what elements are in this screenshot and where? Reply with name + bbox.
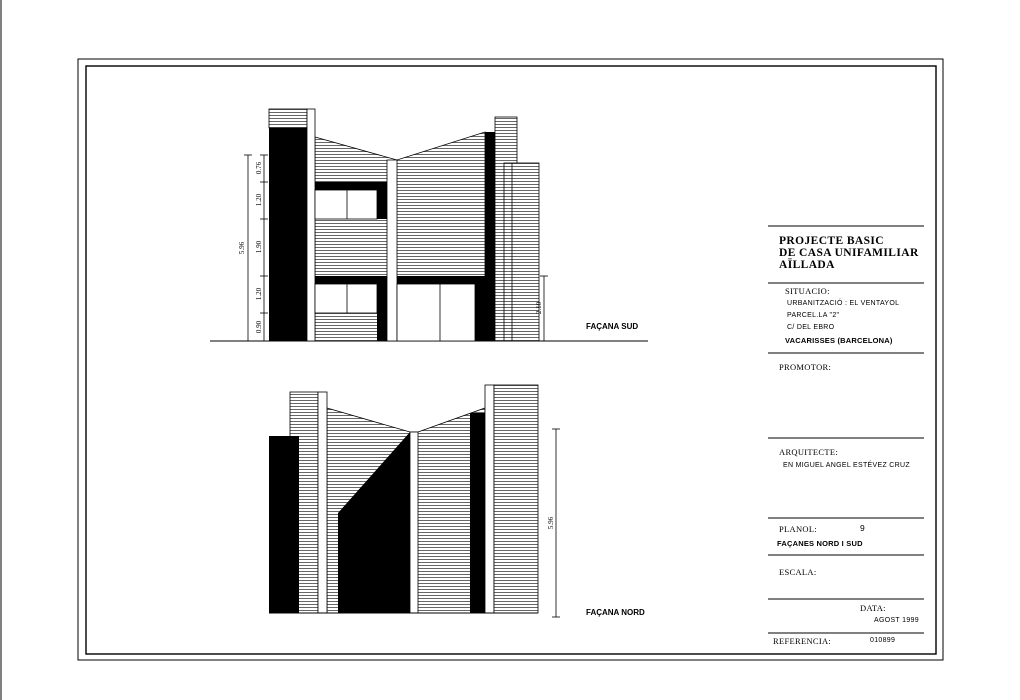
planol-label: PLANOL: — [779, 524, 817, 534]
south-door — [397, 284, 475, 341]
south-window-lower — [315, 284, 377, 313]
south-right-pillar — [485, 132, 495, 341]
project-title-line-1: PROJECTE BASIC — [779, 235, 884, 247]
data-value: AGOST 1999 — [874, 617, 919, 624]
promotor-label: PROMOTOR: — [779, 362, 832, 372]
project-title-line-2: DE CASA UNIFAMILIAR — [779, 247, 919, 259]
escala-label: ESCALA: — [779, 567, 817, 577]
south-dim-4: 1.20 — [255, 193, 263, 207]
south-window-upper — [315, 190, 377, 219]
south-dim-right: 2.10 — [535, 301, 543, 315]
north-center-column — [410, 432, 418, 613]
south-dim-2: 1.20 — [255, 287, 263, 301]
south-slab-lower — [315, 276, 387, 284]
planol-number: 9 — [860, 523, 866, 533]
south-right-wing — [504, 163, 539, 341]
south-left-tower-top — [269, 109, 307, 128]
south-dim-5: 0.76 — [255, 161, 263, 175]
arquitecte-label: ARQUITECTE: — [779, 447, 839, 457]
planol-name: FAÇANES NORD I SUD — [777, 539, 863, 548]
south-slab-upper — [315, 182, 387, 190]
south-left-tower — [269, 128, 307, 341]
situacio-line-2: PARCEL.LA "2" — [787, 312, 840, 319]
south-dim-1: 0.90 — [255, 320, 263, 334]
situacio-line-3: C/ DEL EBRO — [787, 324, 835, 331]
situacio-city: VACARISSES (BARCELONA) — [785, 336, 893, 345]
referencia-label: REFERENCIA: — [773, 636, 832, 646]
north-dim-total: 5.96 — [547, 516, 555, 530]
arquitecte-name: EN MIGUEL ANGEL ESTÉVEZ CRUZ — [783, 462, 910, 469]
north-facade — [269, 385, 560, 617]
north-right-tower — [494, 385, 538, 613]
south-facade — [210, 109, 648, 341]
project-title-line-3: AÏLLADA — [779, 259, 835, 271]
north-right-pillar — [470, 413, 485, 613]
south-facade-label: FAÇANA SUD — [586, 322, 639, 331]
situacio-label: SITUACIO: — [785, 286, 830, 296]
south-left-tower-edge — [307, 109, 315, 341]
south-center-column — [387, 160, 397, 341]
south-dim-total: 5.96 — [238, 241, 246, 255]
referencia-value: 010899 — [870, 637, 896, 644]
data-label: DATA: — [860, 603, 886, 613]
north-facade-label: FAÇANA NORD — [586, 608, 645, 617]
south-dim-3: 1.90 — [255, 240, 263, 254]
situacio-line-1: URBANITZACIÓ : EL VENTAYOL — [787, 300, 900, 307]
